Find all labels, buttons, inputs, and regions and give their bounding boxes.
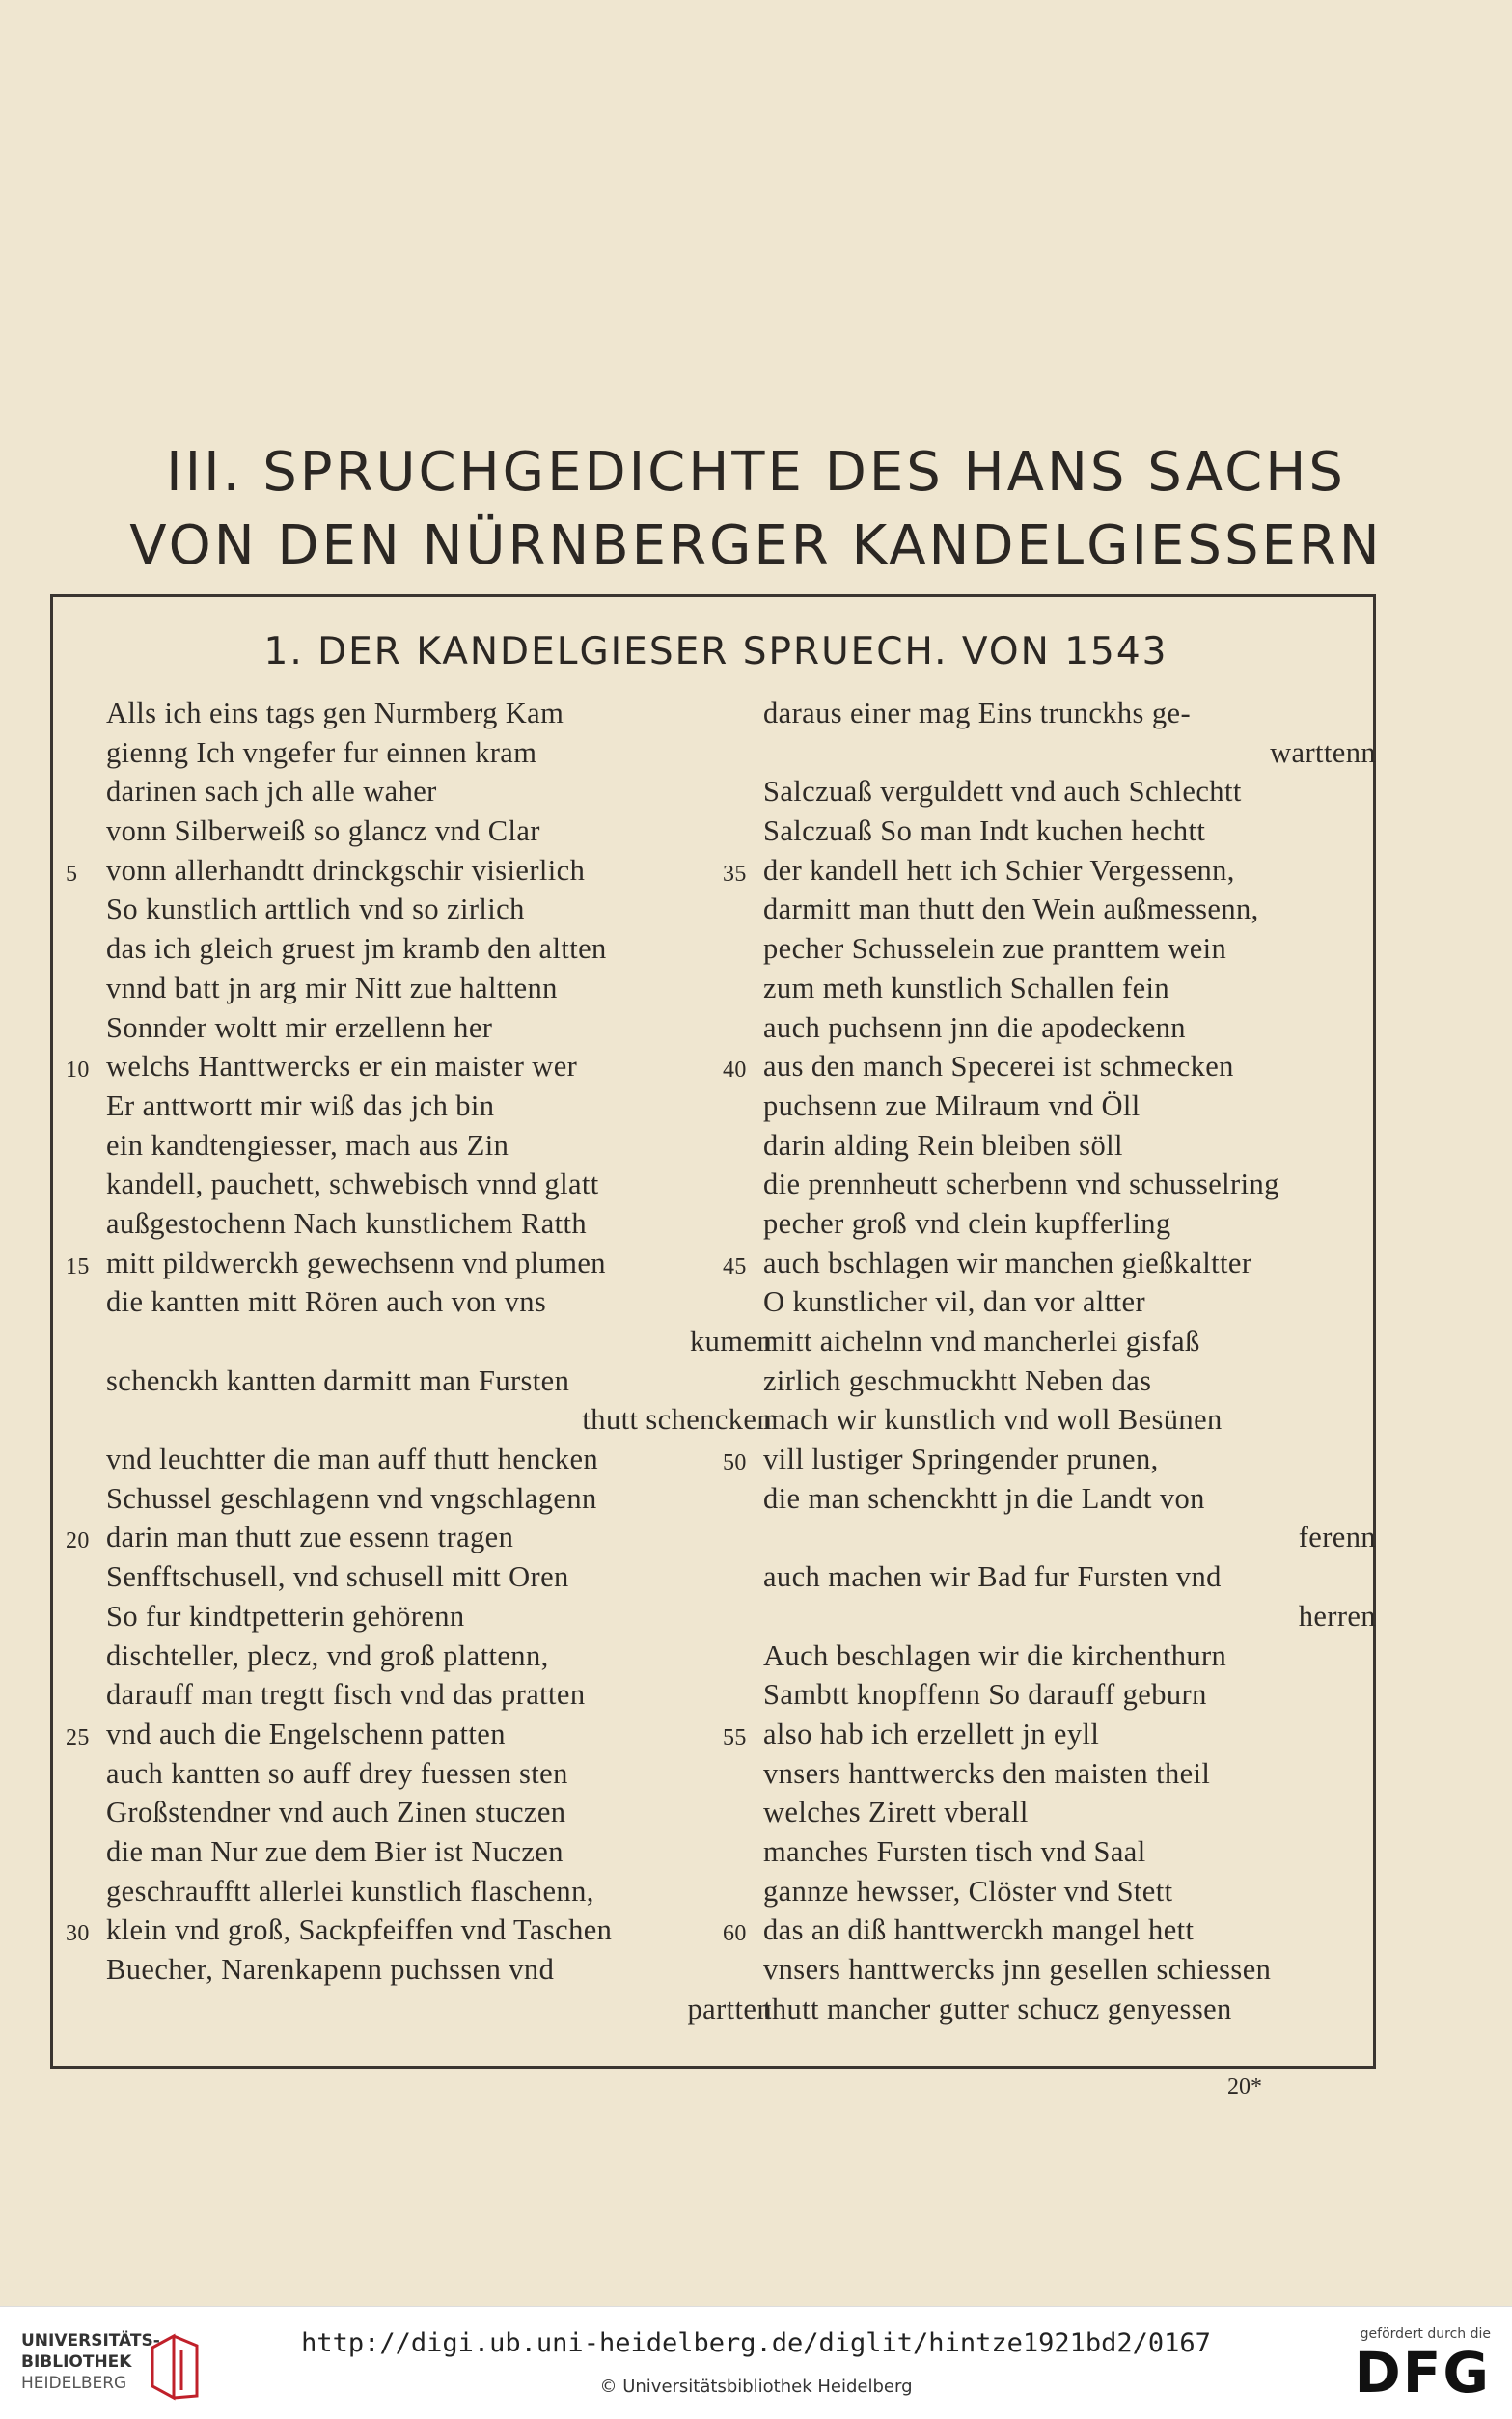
verse-line <box>106 969 743 1008</box>
verse-text: kandell, pauchett, schwebisch vnnd glatt <box>106 1168 599 1201</box>
verse-text: vnnd batt jn arg mir Nitt zue halttenn <box>106 971 558 1004</box>
verse-line <box>106 1557 743 1597</box>
line-number: 60 <box>723 1921 747 1947</box>
verse-text: puchsenn zue Milraum vnd Öll <box>763 1088 1141 1122</box>
verse-text: partten <box>687 1992 772 2025</box>
verse-line <box>66 851 743 891</box>
line-number: 40 <box>723 1058 747 1084</box>
verse-line <box>723 1715 1361 1754</box>
verse-line <box>106 1126 743 1166</box>
line-number: 5 <box>66 861 78 887</box>
verse-line <box>106 772 743 811</box>
page-number: 20* <box>1227 2075 1262 2100</box>
verse-line <box>106 1990 772 2029</box>
verse-text: darauff man tregtt fisch vnd das pratten <box>106 1678 586 1712</box>
verse-text: herren <box>1298 1599 1376 1633</box>
verse-text: gienng Ich vngefer fur einnen kram <box>106 735 537 769</box>
verse-text: das ich gleich gruest jm kramb den altten <box>106 932 607 966</box>
verse-line <box>763 1832 1361 1872</box>
poem-title: 1. DER KANDELGIESER SPRUECH. VON 1543 <box>263 630 1168 673</box>
verse-text: pecher groß vnd clein kupfferling <box>763 1206 1171 1240</box>
verse-line <box>763 1872 1361 1911</box>
verse-line <box>763 1282 1361 1322</box>
verse-line <box>723 1910 1361 1950</box>
verse-line <box>106 1440 743 1479</box>
permalink-url[interactable]: http://digi.ub.uni-heidelberg.de/diglit/hintze1921bd2/0167 <box>301 2328 1211 2358</box>
verse-text: vnsers hanttwercks jnn gesellen schiessen <box>763 1953 1272 1986</box>
verse-text: das an diß hanttwerckh mangel hett <box>763 1913 1195 1947</box>
chapter-heading <box>0 436 1512 583</box>
verse-text: geschraufftt allerlei kunstlich flaschenn, <box>106 1874 594 1908</box>
verse-text: So kunstlich arttlich vnd so zirlich <box>106 893 525 926</box>
verse-line <box>106 694 743 733</box>
verse-text: Salczuaß verguldett vnd auch Schlechtt <box>763 775 1242 809</box>
verse-line <box>763 1008 1361 1048</box>
verse-line <box>763 1754 1361 1794</box>
verse-text: auch puchsenn jnn die apodeckenn <box>763 1010 1186 1044</box>
verse-text: Alls ich eins tags gen Nurmberg Kam <box>106 697 564 729</box>
verse-text: Salczuaß So man Indt kuchen hechtt <box>763 814 1206 848</box>
verse-line <box>66 1047 743 1086</box>
verse-text: schenckh kantten darmitt man Fursten <box>106 1363 570 1397</box>
verse-text: der kandell hett ich Schier Vergessenn, <box>763 853 1235 887</box>
verse-line <box>763 1165 1361 1204</box>
verse-text: die prennheutt scherbenn vnd schusselring <box>763 1168 1279 1201</box>
verse-text: thutt schencken <box>582 1403 772 1437</box>
verse-line <box>763 733 1376 773</box>
line-number: 15 <box>66 1253 90 1279</box>
verse-line <box>763 1361 1361 1401</box>
verse-line <box>723 1047 1361 1086</box>
verse-line <box>66 1910 743 1950</box>
verse-text: Er anttwortt mir wiß das jch bin <box>106 1088 495 1122</box>
verse-line <box>723 1440 1361 1479</box>
line-number: 10 <box>66 1058 90 1084</box>
verse-line <box>66 1715 743 1754</box>
verse-text: die kantten mitt Rören auch von vns <box>106 1285 547 1319</box>
verse-text: die man Nur zue dem Bier ist Nuczen <box>106 1834 564 1868</box>
verse-line <box>763 1597 1376 1636</box>
verse-text: darin man thutt zue essenn tragen <box>106 1521 514 1554</box>
verse-text: Großstendner vnd auch Zinen stuczen <box>106 1796 566 1829</box>
verse-line <box>106 1832 743 1872</box>
verse-line <box>763 1675 1361 1715</box>
verse-line <box>106 1165 743 1204</box>
verse-line <box>106 1282 743 1322</box>
verse-text: dischteller, plecz, vnd groß plattenn, <box>106 1638 549 1672</box>
verse-text: zum meth kunstlich Schallen fein <box>763 971 1170 1004</box>
verse-line <box>106 1479 743 1519</box>
verse-text: welchs Hanttwercks er ein maister wer <box>106 1050 578 1084</box>
verse-text: außgestochenn Nach kunstlichem Ratth <box>106 1206 588 1240</box>
verse-text: auch bschlagen wir manchen gießkaltter <box>763 1246 1252 1279</box>
verse-text: vill lustiger Springender prunen, <box>763 1443 1159 1476</box>
line-number: 20 <box>66 1528 90 1554</box>
verse-text: darinen sach jch alle waher <box>106 775 437 809</box>
line-number: 55 <box>723 1724 747 1750</box>
dfg-wordmark: DFG <box>1354 2340 1491 2405</box>
verse-line <box>106 1322 772 1361</box>
verse-line <box>106 1872 743 1911</box>
verse-line <box>106 1793 743 1832</box>
verse-line <box>106 1361 743 1401</box>
verse-text: aus den manch Specerei ist schmecken <box>763 1050 1234 1084</box>
verse-line <box>763 890 1361 929</box>
verse-text: thutt mancher gutter schucz genyessen <box>763 1992 1232 2025</box>
verse-text: pecher Schusselein zue pranttem wein <box>763 932 1227 966</box>
verse-line <box>66 1244 743 1283</box>
library-name-line1: UNIVERSITÄTS- <box>21 2331 160 2350</box>
verse-line <box>763 772 1361 811</box>
verse-line <box>763 694 1361 733</box>
verse-text: Senfftschusell, vnd schusell mitt Oren <box>106 1560 569 1594</box>
verse-text: mitt pildwerckh gewechsenn vnd plumen <box>106 1246 606 1279</box>
library-name-line3: HEIDELBERG <box>21 2374 127 2393</box>
verse-line <box>106 733 743 773</box>
chapter-heading-line1: III. SPRUCHGEDICHTE DES HANS SACHS <box>166 441 1346 504</box>
line-number: 25 <box>66 1724 90 1750</box>
poem-frame <box>50 594 1376 2069</box>
verse-line <box>106 1400 772 1440</box>
verse-text: warttenn <box>1270 735 1376 769</box>
verse-text: welches Zirett vberall <box>763 1796 1029 1829</box>
verse-text: kumen <box>689 1325 772 1358</box>
verse-line <box>106 929 743 969</box>
verse-line <box>66 1518 743 1557</box>
line-number: 50 <box>723 1450 747 1476</box>
verse-line <box>106 1950 743 1990</box>
verse-line <box>763 1126 1361 1166</box>
verse-text: manches Fursten tisch vnd Saal <box>763 1834 1146 1868</box>
verse-line <box>763 1990 1361 2029</box>
verse-text: mitt aichelnn vnd mancherlei gisfaß <box>763 1325 1200 1358</box>
verse-line <box>106 1086 743 1126</box>
verse-line <box>763 1636 1361 1676</box>
poem-left-column <box>66 694 772 2028</box>
verse-text: Auch beschlagen wir die kirchenthurn <box>763 1638 1227 1672</box>
verse-text: vonn Silberweiß so glancz vnd Clar <box>106 814 540 848</box>
verse-text: Schussel geschlagenn vnd vngschlagenn <box>106 1481 597 1515</box>
verse-line <box>763 1086 1361 1126</box>
verse-line <box>106 890 743 929</box>
chapter-heading-line2: VON DEN NÜRNBERGER KANDELGIESSERN <box>129 514 1383 577</box>
verse-text: daraus einer mag Eins trunckhs ge- <box>763 697 1191 729</box>
verse-line <box>763 1322 1361 1361</box>
verse-text: klein vnd groß, Sackpfeiffen vnd Taschen <box>106 1913 613 1947</box>
verse-line <box>763 1793 1361 1832</box>
verse-line <box>106 1754 743 1794</box>
verse-text: vnsers hanttwercks den maisten theil <box>763 1756 1211 1790</box>
verse-line <box>763 1950 1361 1990</box>
line-number: 35 <box>723 861 747 887</box>
verse-text: ein kandtengiesser, mach aus Zin <box>106 1128 509 1162</box>
verse-line <box>763 1400 1361 1440</box>
verse-line <box>723 851 1361 891</box>
copyright-text: © Universitätsbibliothek Heidelberg <box>599 2377 913 2397</box>
verse-line <box>106 1008 743 1048</box>
line-number: 30 <box>66 1921 90 1947</box>
verse-line <box>763 811 1361 851</box>
verse-text: vnd auch die Engelschenn patten <box>106 1717 506 1750</box>
verse-text: also hab ich erzellett jn eyll <box>763 1717 1100 1750</box>
verse-text: vnd leuchtter die man auff thutt hencken <box>106 1443 599 1476</box>
verse-text: Buecher, Narenkapenn puchssen vnd <box>106 1953 555 1986</box>
verse-text: O kunstlicher vil, dan vor altter <box>763 1285 1146 1319</box>
verse-line <box>763 969 1361 1008</box>
funder-label: gefördert durch die <box>1360 2326 1491 2342</box>
verse-text: mach wir kunstlich vnd woll Besünen <box>763 1403 1223 1437</box>
verse-text: auch kantten so auff drey fuessen sten <box>106 1756 568 1790</box>
verse-text: ferenn <box>1298 1521 1376 1554</box>
verse-line <box>106 811 743 851</box>
verse-text: auch machen wir Bad fur Fursten vnd <box>763 1560 1222 1594</box>
verse-text: darmitt man thutt den Wein außmessenn, <box>763 893 1259 926</box>
verse-line <box>763 1518 1376 1557</box>
verse-text: So fur kindtpetterin gehörenn <box>106 1599 465 1633</box>
verse-line <box>763 929 1361 969</box>
verse-text: Sonnder woltt mir erzellenn her <box>106 1010 493 1044</box>
verse-line <box>763 1557 1361 1597</box>
verse-line <box>106 1675 743 1715</box>
library-name-line2: BIBLIOTHEK <box>21 2352 132 2372</box>
verse-text: zirlich geschmuckhtt Neben das <box>763 1363 1152 1397</box>
verse-text: die man schenckhtt jn die Landt von <box>763 1481 1205 1515</box>
verse-line <box>763 1204 1361 1244</box>
line-number: 45 <box>723 1253 747 1279</box>
verse-line <box>106 1597 743 1636</box>
verse-line <box>763 1479 1361 1519</box>
verse-line <box>723 1244 1361 1283</box>
verse-text: vonn allerhandtt drinckgschir visierlich <box>106 853 586 887</box>
verse-line <box>106 1636 743 1676</box>
dfg-logo <box>1355 2326 1491 2404</box>
verse-text: darin alding Rein bleiben söll <box>763 1128 1123 1162</box>
verse-text: gannze hewsser, Clöster vnd Stett <box>763 1874 1173 1908</box>
verse-line <box>106 1204 743 1244</box>
footer-bar <box>0 2306 1512 2419</box>
verse-text: Sambtt knopffenn So darauff geburn <box>763 1678 1207 1712</box>
